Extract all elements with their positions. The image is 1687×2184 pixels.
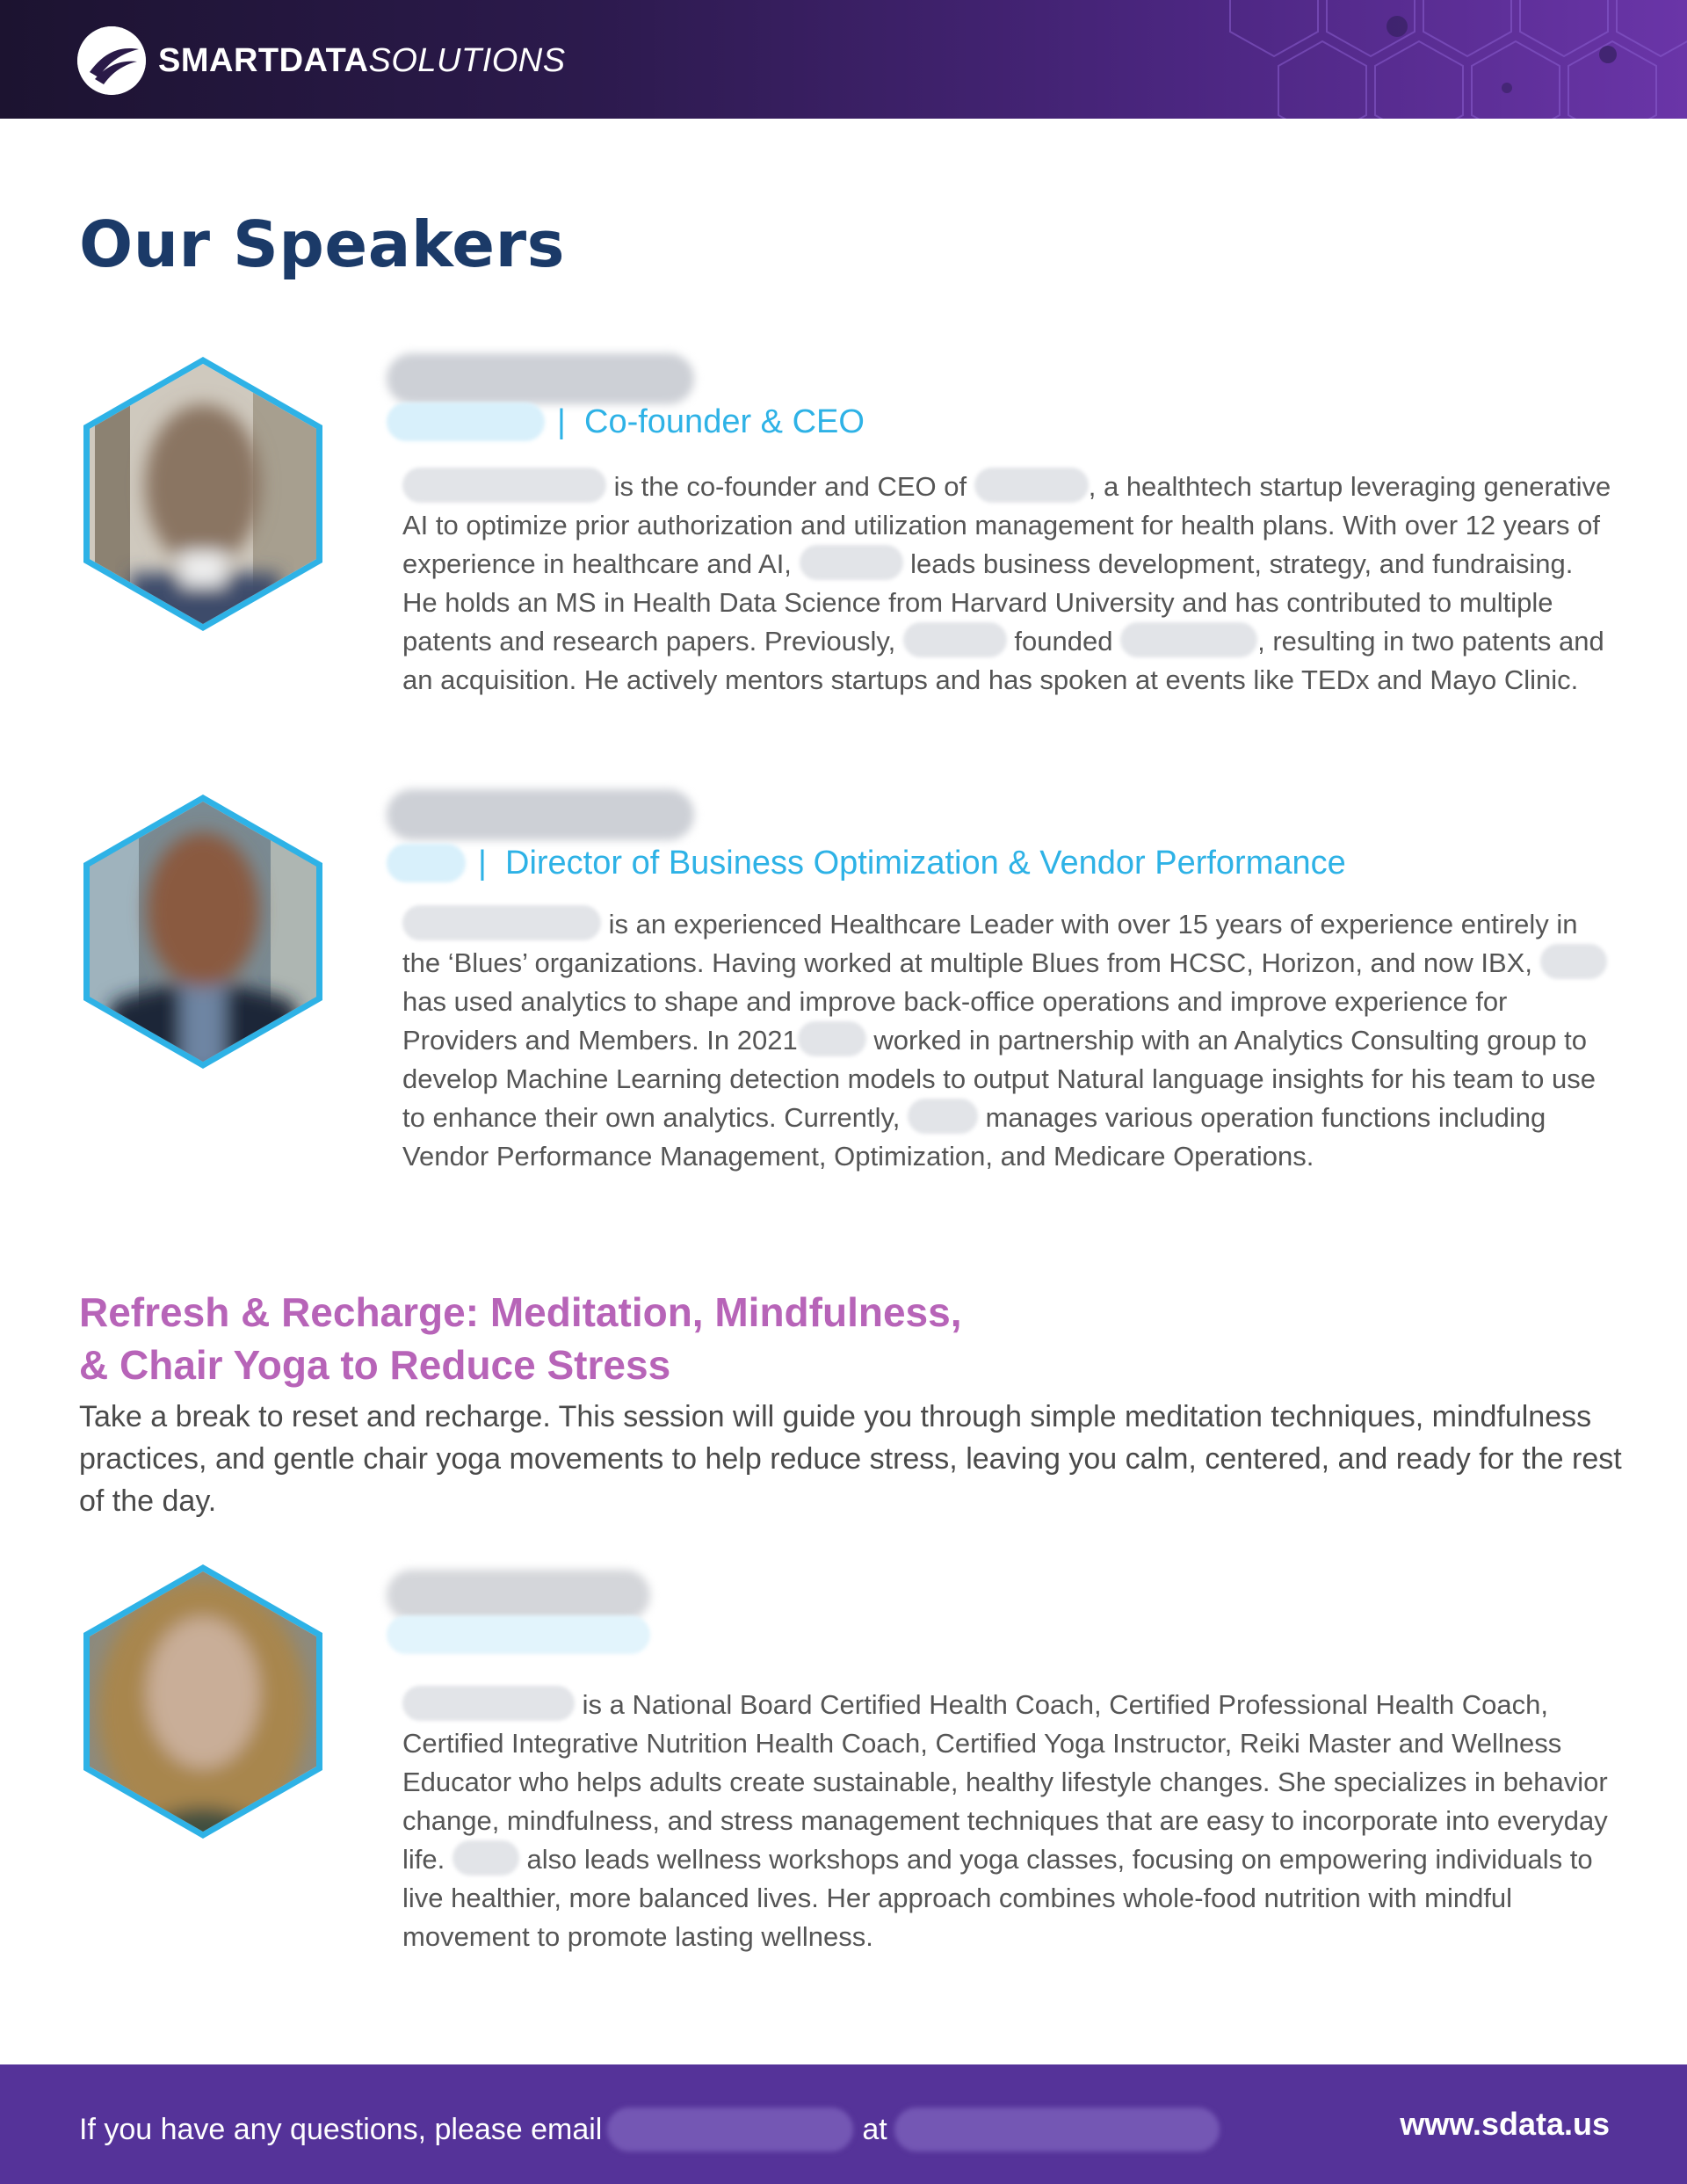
session-title-line-2: & Chair Yoga to Reduce Stress xyxy=(79,1342,671,1388)
name-redacted xyxy=(798,1021,866,1056)
header-banner xyxy=(0,0,1687,119)
company-name-redacted xyxy=(387,844,466,882)
footer-contact-text: If you have any questions, please email xyxy=(79,2112,603,2146)
contact-name-redacted xyxy=(607,2108,853,2151)
name-redacted xyxy=(1540,944,1607,979)
speaker-name-redacted xyxy=(387,353,694,404)
speaker-role: | Director of Business Optimization & Vendor Performance xyxy=(478,844,1346,882)
name-redacted xyxy=(908,1099,978,1134)
bio-text: leads business development, strategy, and fundraising. He holds an MS in Health Data Science from Harvard University and has contributed to multiple patents and research papers. Previously, xyxy=(402,548,1574,657)
speaker-role-text: Director of Business Optimization & Vendor Performance xyxy=(505,844,1346,882)
logo-brand-bold: SMARTDATA xyxy=(158,41,369,79)
speaker-bio xyxy=(402,468,1615,700)
name-redacted xyxy=(903,622,1007,657)
speaker-photo xyxy=(77,791,329,1072)
logo-brand-italic: SOLUTIONS xyxy=(368,41,566,79)
company-name-redacted xyxy=(387,403,545,441)
bio-text: is an experienced Healthcare Leader with over 15 years of experience entirely in the ‘Blues’ organizations. Having worked at multiple Blues from HCSC, Horizon, and now IBX, xyxy=(402,909,1578,978)
name-redacted xyxy=(402,468,606,503)
name-redacted xyxy=(453,1840,519,1876)
speaker-name-redacted xyxy=(387,789,694,840)
bio-text: also leads wellness workshops and yoga classes, focusing on empowering individuals to live healthier, more balanced lives. Her approach combines whole-food nutrition with mindful movement to promote lasting wellness. xyxy=(402,1844,1593,1952)
speaker-role-line xyxy=(387,403,865,441)
session-title-line-1: Refresh & Recharge: Meditation, Mindfulness, xyxy=(79,1289,962,1335)
bio-text: founded xyxy=(1006,626,1121,657)
company-role-redacted xyxy=(387,1615,650,1654)
speaker-photo xyxy=(77,1561,329,1842)
bio-text: worked in partnership with an Analytics Consulting group to develop Machine Learning detection models to output Natural language insights for his team to use to enhance their own analytics. Currently, xyxy=(402,1025,1596,1133)
footer-contact xyxy=(79,2108,1220,2151)
speaker-photo xyxy=(77,353,329,635)
name-redacted xyxy=(402,1686,575,1721)
company-logo[interactable] xyxy=(77,26,566,95)
page-title: Our Speakers xyxy=(79,207,565,281)
hexagon-pattern-decoration xyxy=(1195,0,1687,119)
speaker-role: | Co-founder & CEO xyxy=(557,403,865,440)
name-redacted xyxy=(1120,622,1257,657)
bio-text: has used analytics to shape and improve back-office operations and improve experience for Providers and Members. In 2021 xyxy=(402,986,1508,1056)
speaker-bio xyxy=(402,905,1615,1176)
bio-text: , a healthtech startup leveraging generative AI to optimize prior authorization and utilization management for health plans. With over 12 years of experience in healthcare and AI, xyxy=(402,471,1611,579)
speaker-role-text: Co-founder & CEO xyxy=(584,403,865,440)
speaker-bio xyxy=(402,1686,1615,1956)
footer-at-text: at xyxy=(862,2112,887,2146)
bio-text: is a National Board Certified Health Coach, Certified Professional Health Coach, Certified Integrative Nutrition Health Coach, Certified Yoga Instructor, Reiki Master and Wellness Educator who helps adults create sustainable, healthy lifestyle changes. She specializes in behavior change, mindfulness, and stress management techniques that are easy to incorporate into everyday life. xyxy=(402,1689,1608,1875)
speaker-role-line xyxy=(387,844,1346,882)
name-redacted xyxy=(974,468,1089,503)
speaker-name-redacted xyxy=(387,1570,650,1621)
contact-email-redacted[interactable] xyxy=(894,2108,1220,2151)
name-redacted xyxy=(402,905,601,940)
logo-swoosh-icon xyxy=(77,26,146,95)
bio-text: is the co-founder and CEO of xyxy=(606,471,974,502)
bio-text: , resulting in two patents and an acquisition. He actively mentors startups and has spoken at events like TEDx and Mayo Clinic. xyxy=(402,626,1604,695)
bio-text: manages various operation functions including Vendor Performance Management, Optimization, and Medicare Operations. xyxy=(402,1102,1546,1172)
speaker-role-line xyxy=(387,1615,650,1654)
name-redacted xyxy=(800,545,903,580)
website-link[interactable]: www.sdata.us xyxy=(1400,2106,1610,2142)
session-title xyxy=(79,1286,961,1391)
session-description: Take a break to reset and recharge. This session will guide you through simple meditation techniques, mindfulness practices, and gentle chair yoga movements to help reduce stress, leaving you calm, centered, and ready for the rest of the day. xyxy=(79,1400,1622,1518)
